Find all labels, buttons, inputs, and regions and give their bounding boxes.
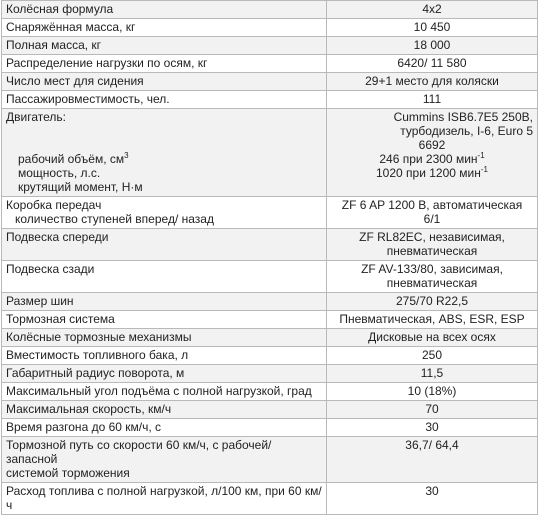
- value-braking: 36,7/ 64,4: [327, 437, 538, 483]
- value-fuel-consumption: 30: [327, 483, 538, 515]
- param-curb-weight: Снаряжённая масса, кг: [2, 19, 327, 37]
- table-row: [2, 329, 538, 347]
- value-rear-suspension: ZF AV-133/80, зависимая, пневматическая: [327, 261, 538, 293]
- value-capacity: 111: [327, 91, 538, 109]
- value-seats: 29+1 место для коляски: [327, 73, 538, 91]
- param-seats: Число мест для сидения: [2, 73, 327, 91]
- value-brake-system: Пневматическая, ABS, ESR, ESP: [327, 311, 538, 329]
- gearbox-label: Коробка передач: [6, 198, 102, 212]
- specifications-table: [1, 0, 538, 515]
- param-tires: Размер шин: [2, 293, 327, 311]
- table-row: [2, 293, 538, 311]
- value-fuel-tank: 250: [327, 347, 538, 365]
- gearbox-sub-label: количество ступеней вперед/ назад: [15, 212, 214, 226]
- value-turning-radius: 11,5: [327, 365, 538, 383]
- value-wheel-formula: 4x2: [327, 1, 538, 19]
- table-row: [2, 91, 538, 109]
- value-engine: [327, 109, 538, 197]
- param-axle-load: Распределение нагрузки по осям, кг: [2, 55, 327, 73]
- torque-label: крутящий момент, Н·м: [18, 180, 143, 194]
- power-label: мощность, л.с.: [18, 166, 101, 180]
- param-max-grade: Максимальный угол подъёма с полной нагрузкой, град: [2, 383, 327, 401]
- param-gross-weight: Полная масса, кг: [2, 37, 327, 55]
- table-row: [2, 55, 538, 73]
- param-fuel-tank: Вместимость топливного бака, л: [2, 347, 327, 365]
- table-row: [2, 401, 538, 419]
- value-tires: 275/70 R22,5: [327, 293, 538, 311]
- table-row: [2, 229, 538, 261]
- value-front-suspension: ZF RL82EC, независимая, пневматическая: [327, 229, 538, 261]
- table-row: [2, 109, 538, 197]
- value-wheel-brakes: Дисковые на всех осях: [327, 329, 538, 347]
- value-curb-weight: 10 450: [327, 19, 538, 37]
- param-gearbox: [2, 197, 327, 229]
- param-rear-suspension: Подвеска сзади: [2, 261, 327, 293]
- value-max-speed: 70: [327, 401, 538, 419]
- param-turning-radius: Габаритный радиус поворота, м: [2, 365, 327, 383]
- value-gearbox: ZF 6 AP 1200 B, автоматическая 6/1: [327, 197, 538, 229]
- table-row: [2, 483, 538, 515]
- table-row: [2, 311, 538, 329]
- table-row: [2, 419, 538, 437]
- displacement-label: рабочий объём, $см^3$: [18, 151, 129, 166]
- param-acceleration: Время разгона до 60 км/ч, с: [2, 419, 327, 437]
- table-row: [2, 383, 538, 401]
- param-front-suspension: Подвеска спереди: [2, 229, 327, 261]
- engine-value-line2: турбодизель, I-6, Euro 5: [400, 124, 533, 138]
- table-row: [2, 37, 538, 55]
- engine-label: Двигатель:: [6, 110, 66, 124]
- displacement-value: 6692: [418, 138, 446, 152]
- table-row: [2, 365, 538, 383]
- param-wheel-brakes: Колёсные тормозные механизмы: [2, 329, 327, 347]
- value-axle-load: 6420/ 11 580: [327, 55, 538, 73]
- table-row: [2, 261, 538, 293]
- value-gross-weight: 18 000: [327, 37, 538, 55]
- param-fuel-consumption: Расход топлива с полной нагрузкой, л/100 км, при 60 км/ч: [2, 483, 327, 515]
- table-row: [2, 197, 538, 229]
- table-row: [2, 347, 538, 365]
- power-value: 246 при 2300 мин$^{-1}$: [379, 151, 485, 166]
- value-acceleration: 30: [327, 419, 538, 437]
- table-row: [2, 73, 538, 91]
- table-row: [2, 437, 538, 483]
- param-capacity: Пассажировместимость, чел.: [2, 91, 327, 109]
- torque-value: 1020 при 1200 мин$^{-1}$: [376, 165, 488, 180]
- param-brake-system: Тормозная система: [2, 311, 327, 329]
- param-braking: Тормозной путь со скорости 60 км/ч, с рабочей/ запасной системой торможения: [2, 437, 327, 483]
- table-row: [2, 1, 538, 19]
- engine-value-line1: Cummins ISB6.7E5 250B,: [393, 110, 533, 124]
- param-engine: [2, 109, 327, 197]
- param-wheel-formula: Колёсная формула: [2, 1, 327, 19]
- value-max-grade: 10 (18%): [327, 383, 538, 401]
- param-max-speed: Максимальная скорость, км/ч: [2, 401, 327, 419]
- table-row: [2, 19, 538, 37]
